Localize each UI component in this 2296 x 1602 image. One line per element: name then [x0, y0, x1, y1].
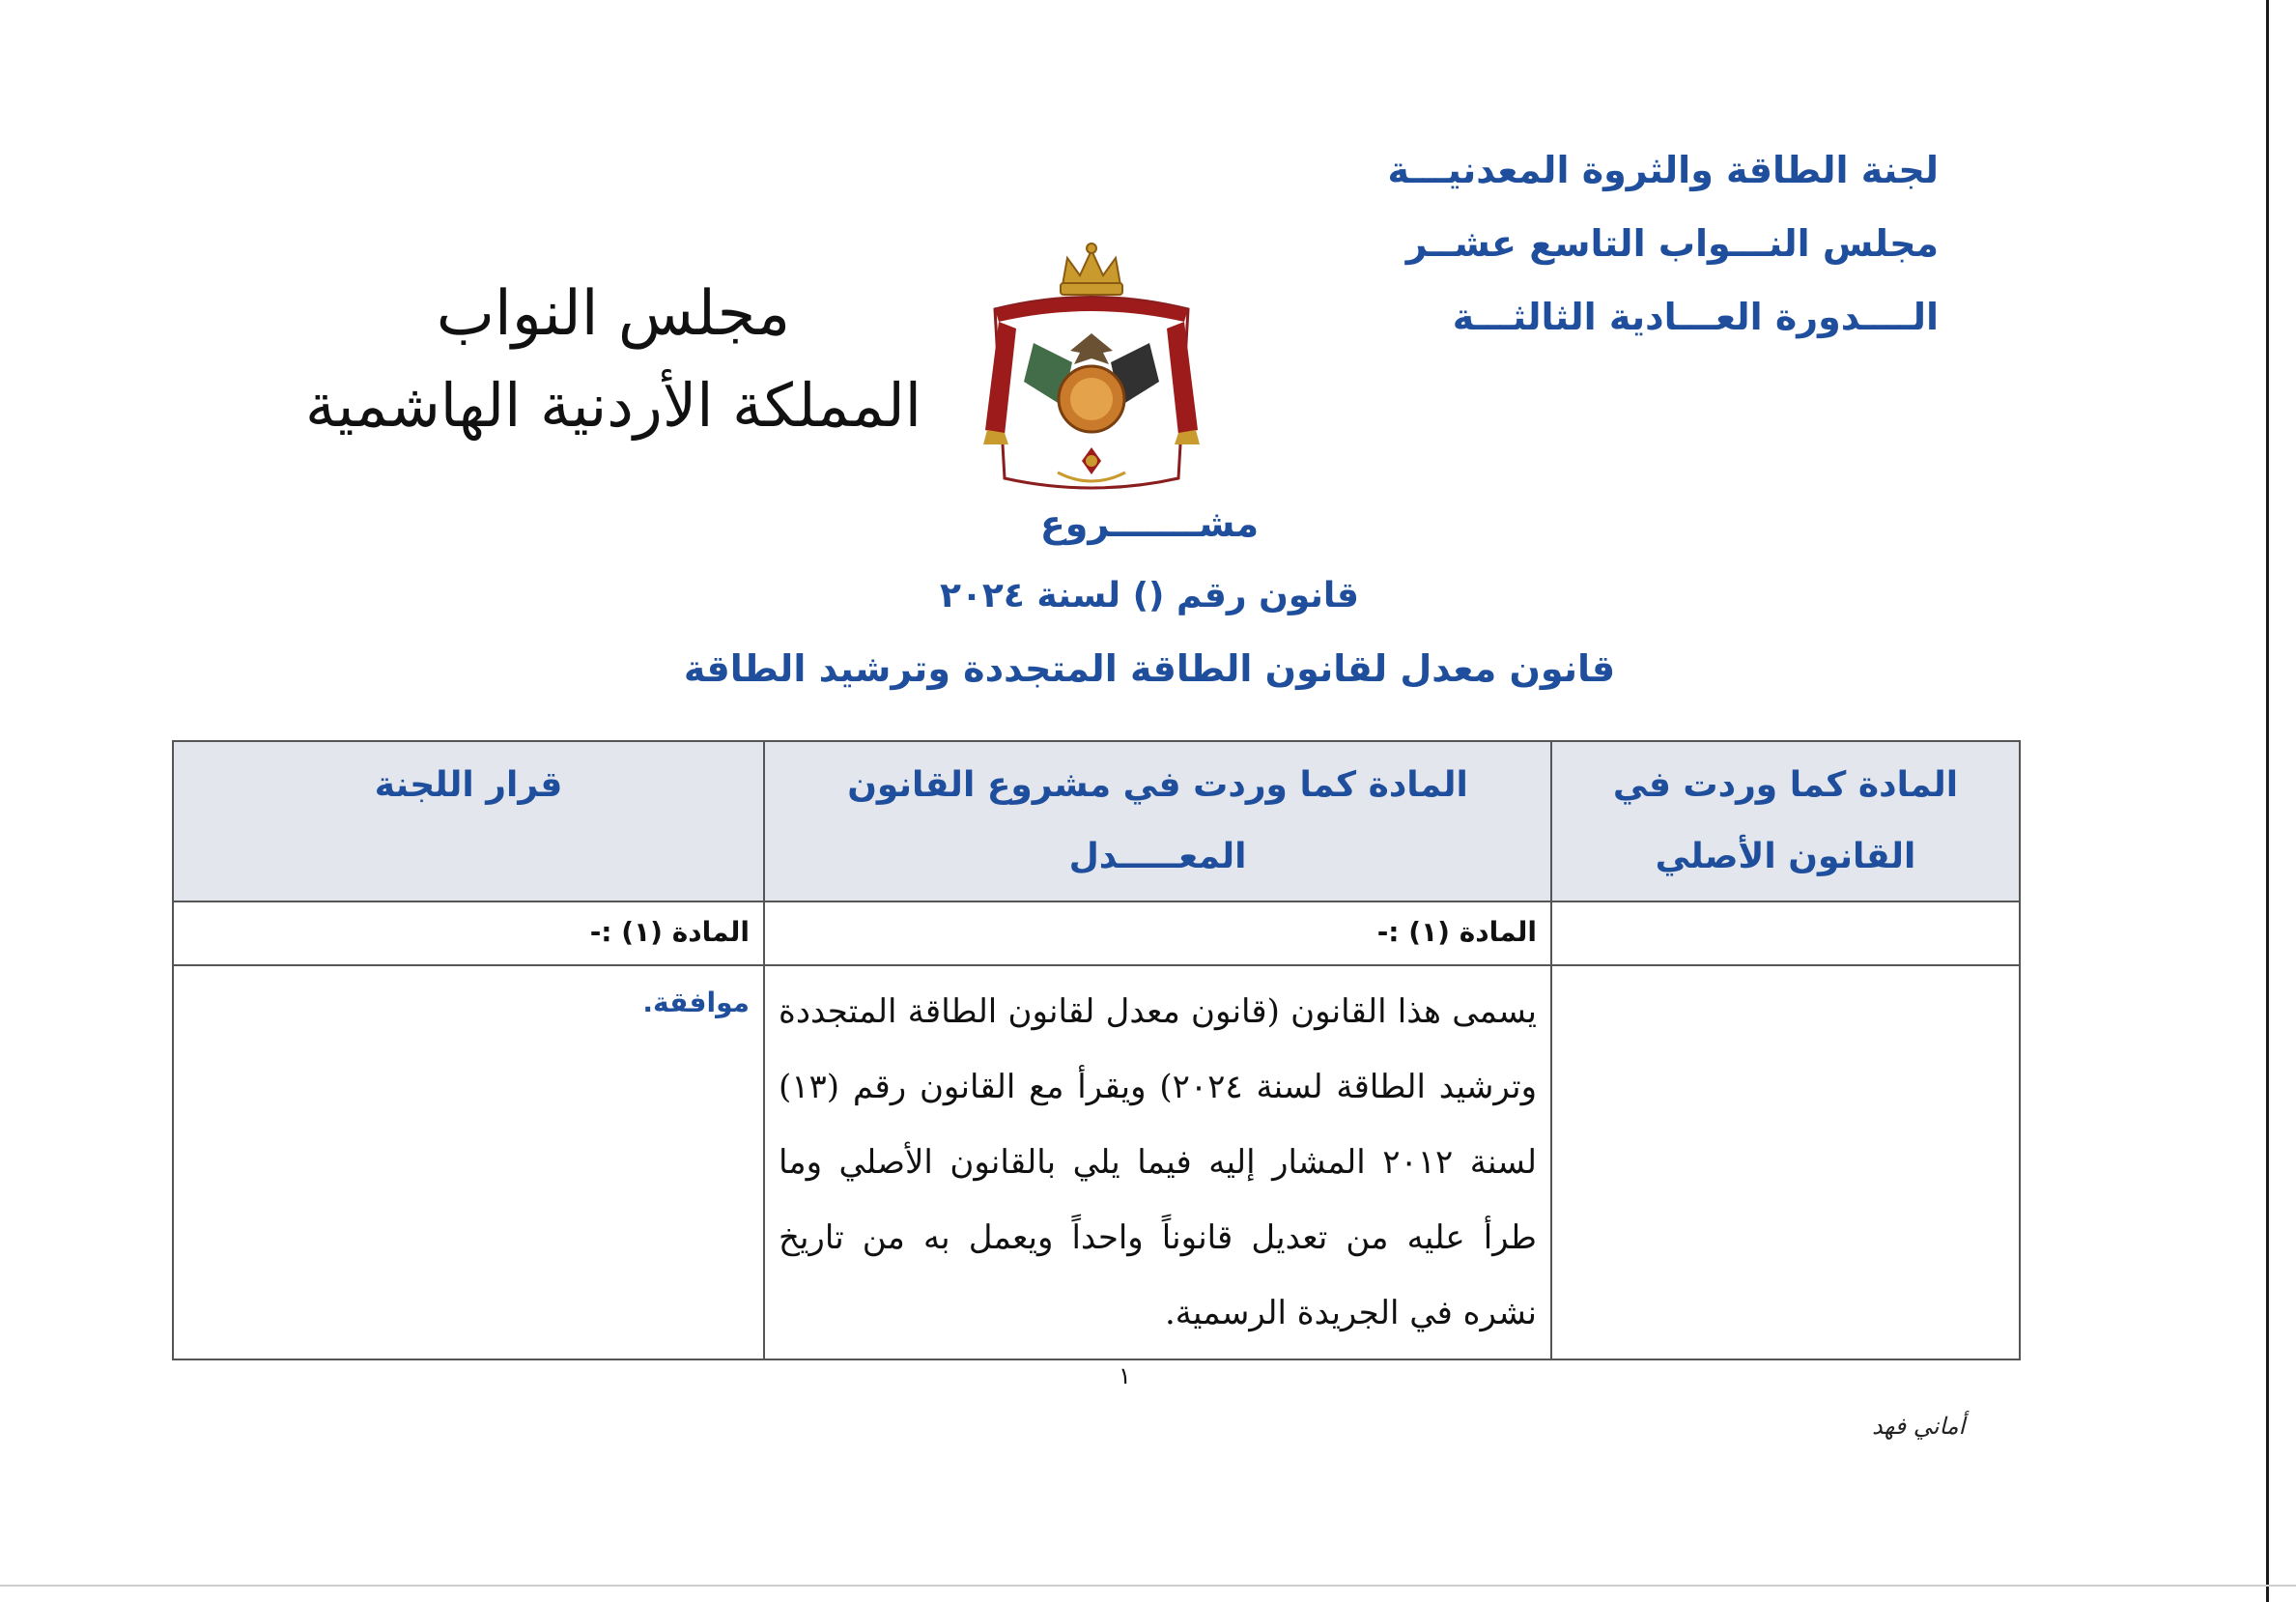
table-row [173, 965, 2020, 1359]
table-row [173, 901, 2020, 965]
header-committee-decision: قرار اللجنة [173, 741, 764, 901]
content-amended-cell [764, 965, 1551, 1359]
table-header-row [173, 741, 2020, 901]
kingdom-title: المملكة الأردنية الهاشمية [305, 370, 921, 441]
council-title: مجلس النواب [436, 278, 791, 350]
header-original-law: المادة كما وردت في القانون الأصلي [1551, 741, 2020, 901]
ordinary-session: الــــدورة العـــادية الثالثـــة [1452, 296, 1939, 338]
article-amended-cell: المادة (١) :- [764, 901, 1551, 965]
scan-border-right [2266, 0, 2269, 1602]
content-original-cell [1551, 965, 2020, 1359]
comparison-table [172, 740, 2021, 1360]
signature: أماني فهد [1872, 1413, 1966, 1440]
coat-of-arms-icon [966, 237, 1217, 502]
law-name: قانون معدل لقانون الطاقة المتجددة وترشيد الطاقة [683, 647, 1616, 690]
committee-name: لجنة الطاقة والثروة المعدنيـــة [1387, 149, 1939, 191]
header-amended-law: المادة كما وردت في مشروع القانون المعـــــدل [764, 741, 1551, 901]
council-logo [280, 271, 947, 454]
parliament-session: مجلس النـــواب التاسع عشــر [1405, 222, 1939, 265]
article-decision-cell: المادة (١) :- [173, 901, 764, 965]
law-number: قانون رقم () لسنة ٢٠٢٤ [939, 576, 1360, 615]
scan-border-bottom [0, 1585, 2296, 1587]
committee-decision: موافقة. [642, 987, 750, 1018]
amended-article-text: يسمى هذا القانون (قانون معدل لقانون الطاقة المتجددة وترشيد الطاقة لسنة ٢٠٢٤) ويقرأ مع القانون رقم (١٣) لسنة ٢٠١٢ المشار إليه فيما يلي بالقانون الأصلي وما طرأ عليه من تعديل قانوناً واحداً ويعمل به من تاريخ نشره في الجريدة الرسمية. [779, 992, 1537, 1332]
article-original-cell [1551, 901, 2020, 965]
project-label: مشـــــــروع [1039, 502, 1260, 545]
committee-header [1387, 133, 1939, 354]
content-decision-cell [173, 965, 764, 1359]
page-number: ١ [1119, 1362, 1131, 1389]
